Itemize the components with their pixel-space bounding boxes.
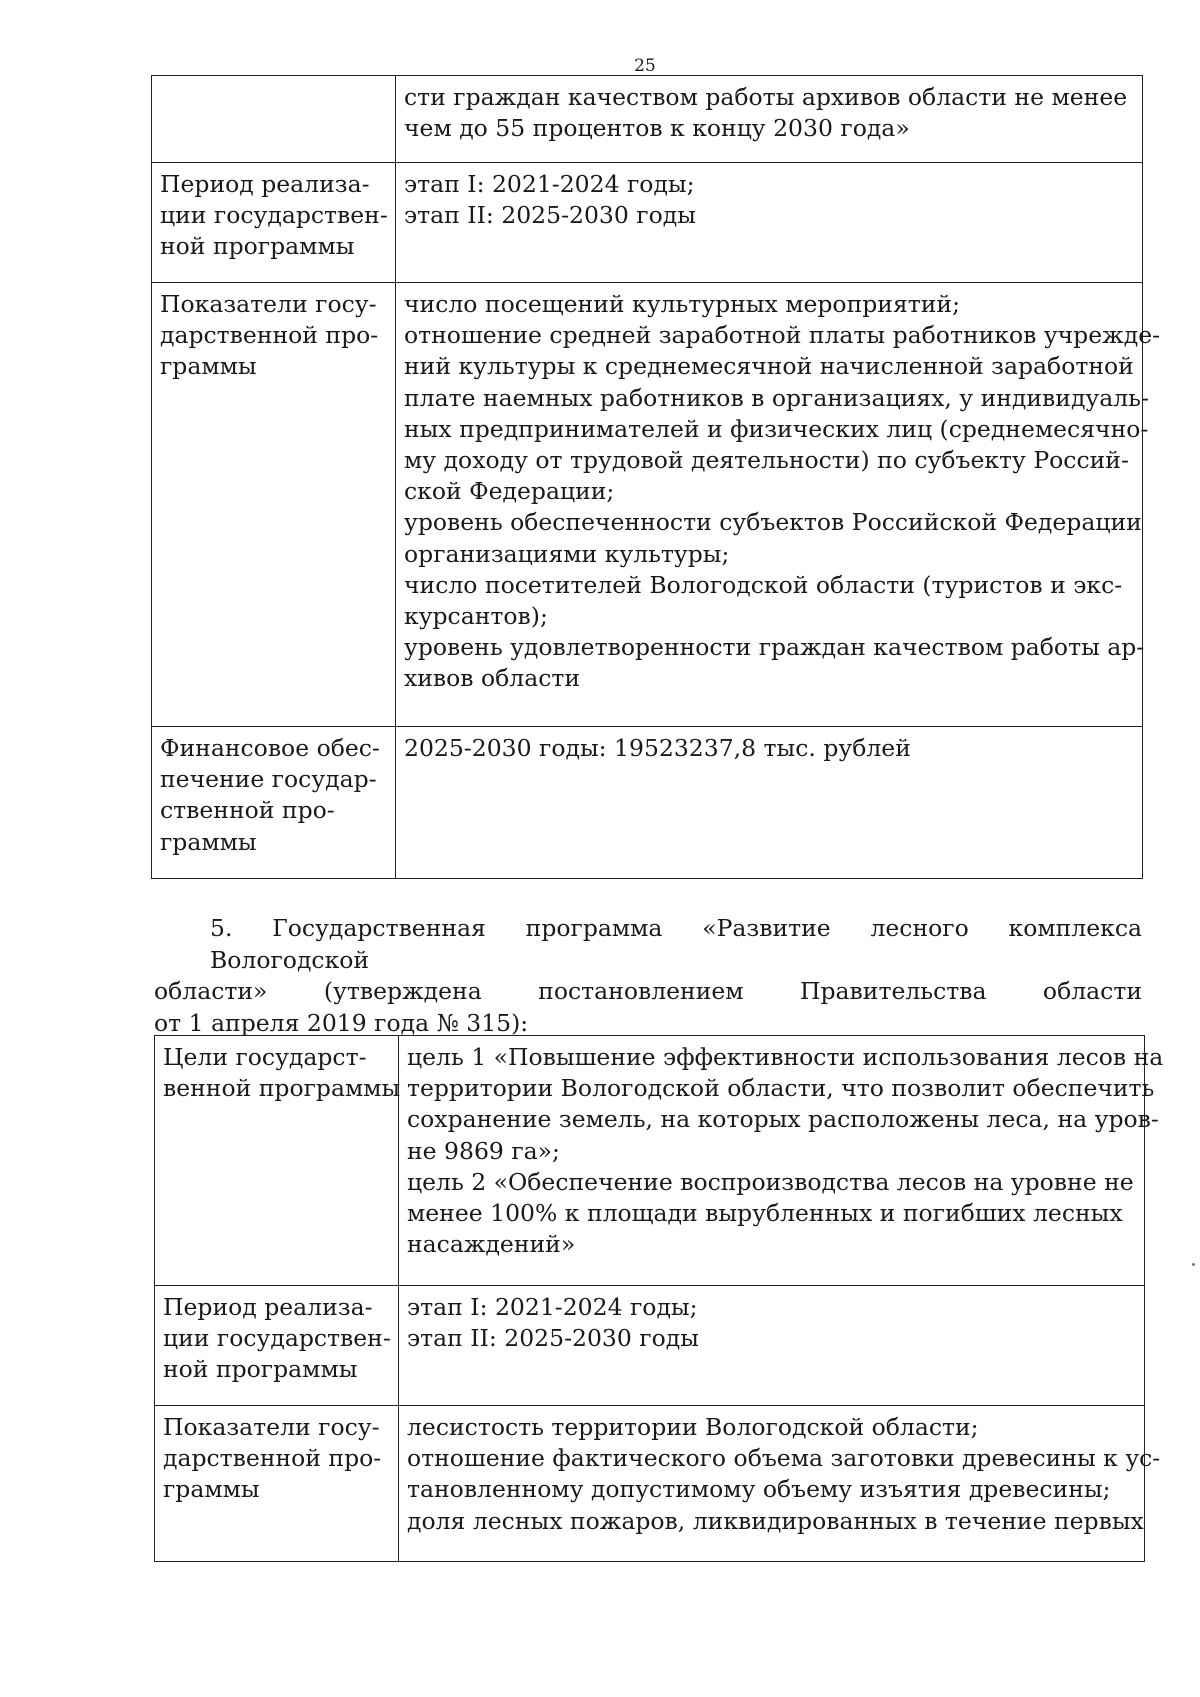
- cell-line: этап II: 2025-2030 годы: [404, 201, 696, 230]
- cell-line: уровень удовлетворенности граждан качеством работы ар-: [404, 633, 1145, 662]
- cell-line: ной программы: [160, 232, 355, 261]
- program-table-culture: [151, 75, 1161, 879]
- cell-line: территории Вологодской области, что позволит обеспечить: [407, 1074, 1155, 1103]
- row-label: [152, 727, 396, 879]
- row-label: [152, 283, 396, 727]
- cell-line: ской Федерации;: [404, 477, 615, 506]
- cell-line: менее 100% к площади вырубленных и погибших лесных: [407, 1199, 1123, 1228]
- row-label: [152, 76, 396, 163]
- cell-line: хивов области: [404, 664, 581, 693]
- cell-line: ственной про-: [160, 796, 335, 825]
- table-row: [152, 283, 1143, 727]
- row-value: [399, 1406, 1161, 1562]
- cell-line: ции государствен-: [160, 201, 388, 230]
- cell-line: лесистость территории Вологодской области;: [407, 1413, 979, 1441]
- cell-line: этап II: 2025-2030 годы: [407, 1324, 699, 1353]
- scan-speck: [1192, 1263, 1195, 1266]
- cell-line: цель 2 «Обеспечение воспроизводства лесов на уровне не: [407, 1167, 1134, 1196]
- cell-line: граммы: [160, 352, 257, 381]
- section-5-line-1: 5. Государственная программа «Развитие лесного комплекса Вологодской: [210, 914, 1142, 974]
- section-5-line-3: от 1 апреля 2019 года № 315):: [154, 1008, 529, 1037]
- cell-line: сохранение земель, на которых расположены леса, на уров-: [407, 1105, 1159, 1134]
- table-row: [152, 163, 1143, 283]
- row-label: [152, 163, 396, 283]
- cell-line: Период реализа-: [160, 170, 370, 198]
- cell-line: насаждений»: [407, 1230, 576, 1259]
- row-value: [396, 283, 1161, 727]
- cell-line: ной программы: [163, 1355, 358, 1384]
- cell-line: венной программы: [163, 1074, 401, 1103]
- row-label: [155, 1286, 399, 1406]
- cell-line: число посетителей Вологодской области (туристов и экс-: [404, 570, 1123, 599]
- row-value: [396, 76, 1143, 163]
- cell-line: ции государствен-: [163, 1324, 391, 1353]
- cell-line: Финансовое обес-: [160, 734, 380, 762]
- cell-line: число посещений культурных мероприятий;: [404, 290, 961, 318]
- cell-line: печение государ-: [160, 765, 377, 794]
- row-value: [399, 1286, 1145, 1406]
- row-label: [155, 1036, 399, 1286]
- cell-line: организациями культуры;: [404, 539, 730, 568]
- page-number: 25: [634, 56, 656, 76]
- row-label: [155, 1406, 399, 1562]
- table-row: [152, 727, 1143, 879]
- cell-line: 2025-2030 годы: 19523237,8 тыс. рублей: [404, 734, 911, 762]
- cell-line: этап I: 2021-2024 годы;: [404, 170, 695, 198]
- row-value: [396, 163, 1143, 283]
- program-table-forestry: [154, 1035, 1164, 1562]
- table-row: [152, 76, 1143, 163]
- cell-line: этап I: 2021-2024 годы;: [407, 1293, 698, 1321]
- cell-line: ных предпринимателей и физических лиц (среднемесячно-: [404, 414, 1149, 443]
- cell-line: чем до 55 процентов к концу 2030 года»: [404, 114, 910, 143]
- cell-line: граммы: [163, 1475, 260, 1504]
- cell-line: дарственной про-: [160, 321, 379, 350]
- cell-line: цель 1 «Повышение эффективности использования лесов на: [407, 1043, 1164, 1071]
- cell-line: дарственной про-: [163, 1444, 382, 1473]
- section-5-heading: [154, 913, 1142, 1039]
- cell-line: Период реализа-: [163, 1293, 373, 1321]
- cell-line: доля лесных пожаров, ликвидированных в течение первых: [407, 1506, 1144, 1535]
- table-row: [155, 1036, 1145, 1286]
- cell-line: не 9869 га»;: [407, 1136, 560, 1165]
- cell-line: Показатели госу-: [160, 290, 377, 318]
- cell-line: тановленному допустимому объему изъятия древесины;: [407, 1475, 1111, 1504]
- cell-line: уровень обеспеченности субъектов Российской Федерации: [404, 508, 1142, 537]
- cell-line: Цели государст-: [163, 1043, 367, 1071]
- cell-line: граммы: [160, 827, 257, 856]
- table-row: [155, 1286, 1145, 1406]
- cell-line: Показатели госу-: [163, 1413, 380, 1441]
- cell-line: отношение средней заработной платы работников учрежде-: [404, 321, 1161, 350]
- row-value: [399, 1036, 1164, 1286]
- section-5-line-2: области» (утверждена постановлением Правительства области: [154, 977, 1142, 1005]
- cell-line: отношение фактического объема заготовки древесины к ус-: [407, 1444, 1161, 1473]
- table-row: [155, 1406, 1145, 1562]
- row-value: [396, 727, 1143, 879]
- cell-line: плате наемных работников в организациях, у индивидуаль-: [404, 383, 1149, 412]
- cell-line: му доходу от трудовой деятельности) по субъекту Россий-: [404, 446, 1129, 475]
- cell-line: курсантов);: [404, 602, 548, 631]
- cell-line: сти граждан качеством работы архивов области не менее: [404, 83, 1128, 111]
- cell-line: ний культуры к среднемесячной начисленной заработной: [404, 352, 1134, 381]
